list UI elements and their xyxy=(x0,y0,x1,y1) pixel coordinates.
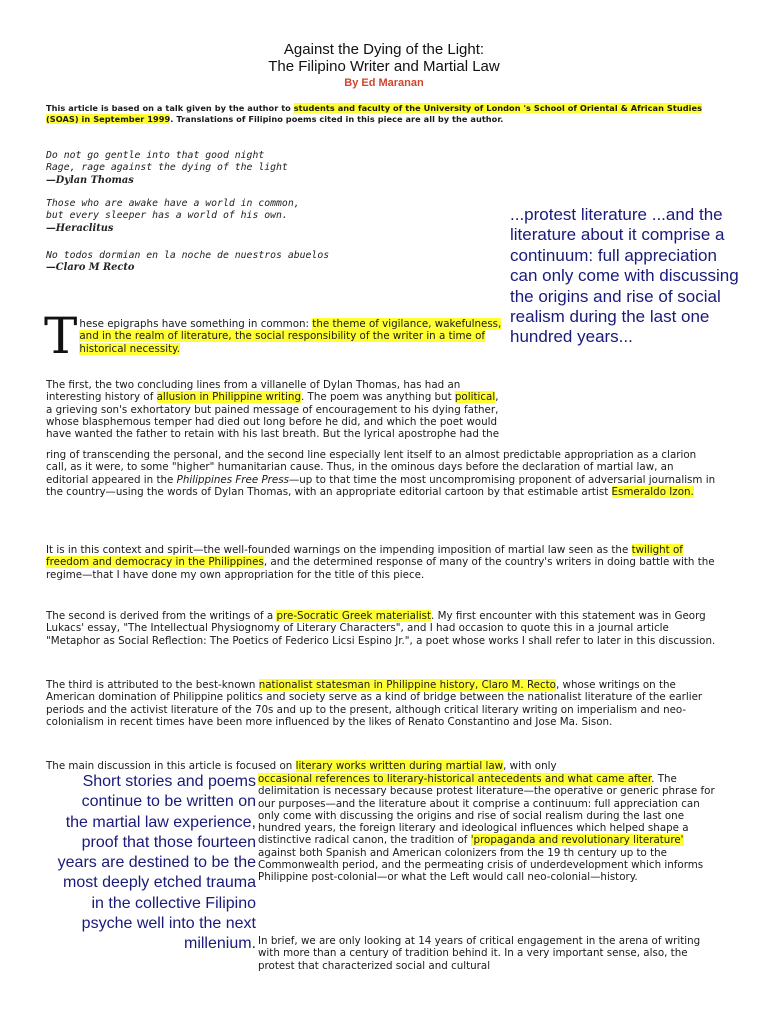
paragraph-text: , whose writings on the American domination of Philippine politics and society serve as a kind of bridge between the nationalist literature of the earlier periods and the activist literature of the 70s and up to the present, although critical literary writing on imperialism and neo-colonialism in recent times have been more influenced by the likes of Renato Constantino and Jose Ma. Sison. xyxy=(46,679,703,728)
paragraph-6 xyxy=(258,773,718,884)
paragraph-1 xyxy=(44,307,506,365)
article-title-line2: The Filipino Writer and Martial Law xyxy=(268,58,500,75)
epigraph-line: No todos dormian en la noche de nuestros abuelos xyxy=(46,250,330,261)
paragraph-7: In brief, we are only looking at 14 years of critical engagement in the arena of writing with more than a century of tradition behind it. In a very important sense, also, the protest that characterized social and cultural xyxy=(258,935,701,972)
epigraph-3 xyxy=(46,250,329,275)
epigraph-2 xyxy=(46,198,300,235)
paragraph-3 xyxy=(46,544,716,581)
paragraph-highlight: twilight of freedom and democracy in the Philippines xyxy=(46,544,683,569)
intro-highlight: students and faculty of the University of London 's School of Oriental & African Studies (SOAS) in September 1999 xyxy=(46,103,702,124)
paragraph-highlight: Esmeraldo Izon. xyxy=(611,485,694,498)
epigraph-source: —Claro M Recto xyxy=(46,262,135,274)
author-byline: By Ed Maranan xyxy=(344,77,424,89)
epigraph-1 xyxy=(46,150,288,187)
paragraph-4 xyxy=(46,610,716,647)
publication-name: Philippines Free Press xyxy=(176,473,289,486)
paragraph-highlight: nationalist statesman in Philippine history, Claro M. Recto xyxy=(258,679,556,691)
paragraph-text: . The delimitation is necessary because protest literature—the operative or generic phrase for our purposes—and the literature about it comprise a continuum: full appreciation can only come with discussing the origins and rise of social realism during the last one hundred years, the foreign literary and ideological influences which helped shape a distinctive radical canon, the tradition of xyxy=(258,773,715,847)
paragraph-highlight: pre-Socratic Greek materialist xyxy=(276,610,432,622)
paragraph-6-first-line xyxy=(46,760,726,772)
epigraph-source: —Heraclitus xyxy=(46,222,114,234)
intro-note xyxy=(46,103,726,125)
paragraph-text: against both Spanish and American colonizers from the 19 th century up to the Commonwealth period, and the permeating crisis of underdevelopment which informs Philippine post-colonial—or what the Left would call neo-colonial—history. xyxy=(258,846,704,884)
paragraph-text: The third is attributed to the best-known xyxy=(46,679,259,691)
epigraph-line: Do not go gentle into that good night xyxy=(46,150,265,161)
paragraph-highlight: 'propaganda and revolutionary literature' xyxy=(470,834,684,847)
epigraph-source: —Dylan Thomas xyxy=(46,174,134,186)
paragraph-2-continued xyxy=(46,449,716,498)
paragraph-text: . My first encounter with this statement was in Georg Lukacs' essay, "The Intellectual Physiognomy of Literary Characters", and I had occasion to quote this in a journal article "Metaphor as Social Reflection: The Poetics of Federico Licsi Espino Jr.", a poet whose works I shall refer to later in this discussion. xyxy=(46,610,716,647)
paragraph-text: The main discussion in this article is focused on xyxy=(46,760,296,772)
pullquote-right: ...protest literature ...and the literature about it comprise a continuum: full appreciation can only come with discussing the origins and rise of social realism during the last one hundred years... xyxy=(510,205,739,347)
drop-cap: T xyxy=(44,307,78,365)
paragraph-text: It is in this context and spirit—the well-founded warnings on the impending imposition of martial law seen as the xyxy=(46,544,632,556)
paragraph-text: . The poem was anything but xyxy=(301,391,455,404)
paragraph-2 xyxy=(46,379,506,440)
paragraph-text: , a grieving son's exhortatory but pained message of encouragement to his dying father, whose blasphemous temper had died out long before he did, and which the poet would have wanted the father to retain with his last breath. But the lyrical apostrophe had the xyxy=(46,391,500,441)
paragraph-highlight: allusion in Philippine writing xyxy=(156,391,301,404)
paragraph-text: The second is derived from the writings of a xyxy=(46,610,277,622)
epigraph-line: Rage, rage against the dying of the light xyxy=(46,162,288,174)
epigraph-line: Those who are awake have a world in common, xyxy=(46,198,300,209)
intro-text-end: . Translations of Filipino poems cited in this piece are all by the author. xyxy=(170,114,504,124)
paragraph-text: hese epigraphs have something in common: xyxy=(79,318,313,330)
paragraph-highlight: the theme of vigilance, wakefulness, and in the realm of literature, the social responsibility of the writer in a time of historical necessity. xyxy=(79,318,502,355)
paragraph-text: The first, the two concluding lines from a villanelle of Dylan Thomas, has had an interesting history of xyxy=(46,379,461,404)
paragraph-5 xyxy=(46,679,716,728)
paragraph-text: , with only xyxy=(503,760,557,772)
paragraph-text: —up to that time the most uncompromising proponent of adversarial journalism in the country—using the words of Dylan Thomas, with an appropriate editorial cartoon by that estimable artist xyxy=(46,473,716,498)
intro-text: This article is based on a talk given by the author to xyxy=(46,103,294,113)
paragraph-text: , and the determined response of many of the country's writers in doing battle with the regime—that I have done my own appropriation for the title of this piece. xyxy=(46,556,715,581)
paragraph-text: ring of transcending the personal, and the second line especially lent itself to an almost predictable appropriation as a clarion call, as it were, to some "higher" humanitarian cause. Thus, in the ominous days before the declaration of martial law, an editorial appeared in the xyxy=(46,449,697,486)
pullquote-left: Short stories and poems continue to be written on the martial law experience, proof that those fourteen years are destined to be the most deeply etched trauma in the collective Filipino psyche well into the next millenium. xyxy=(57,773,256,953)
article-title-line1: Against the Dying of the Light: xyxy=(283,41,485,58)
epigraph-line: but every sleeper has a world of his own. xyxy=(46,210,288,222)
paragraph-highlight: occasional references to literary-historical antecedents and what came after xyxy=(258,773,652,785)
paragraph-highlight: literary works written during martial law xyxy=(295,760,504,772)
paragraph-highlight: political xyxy=(454,391,496,404)
